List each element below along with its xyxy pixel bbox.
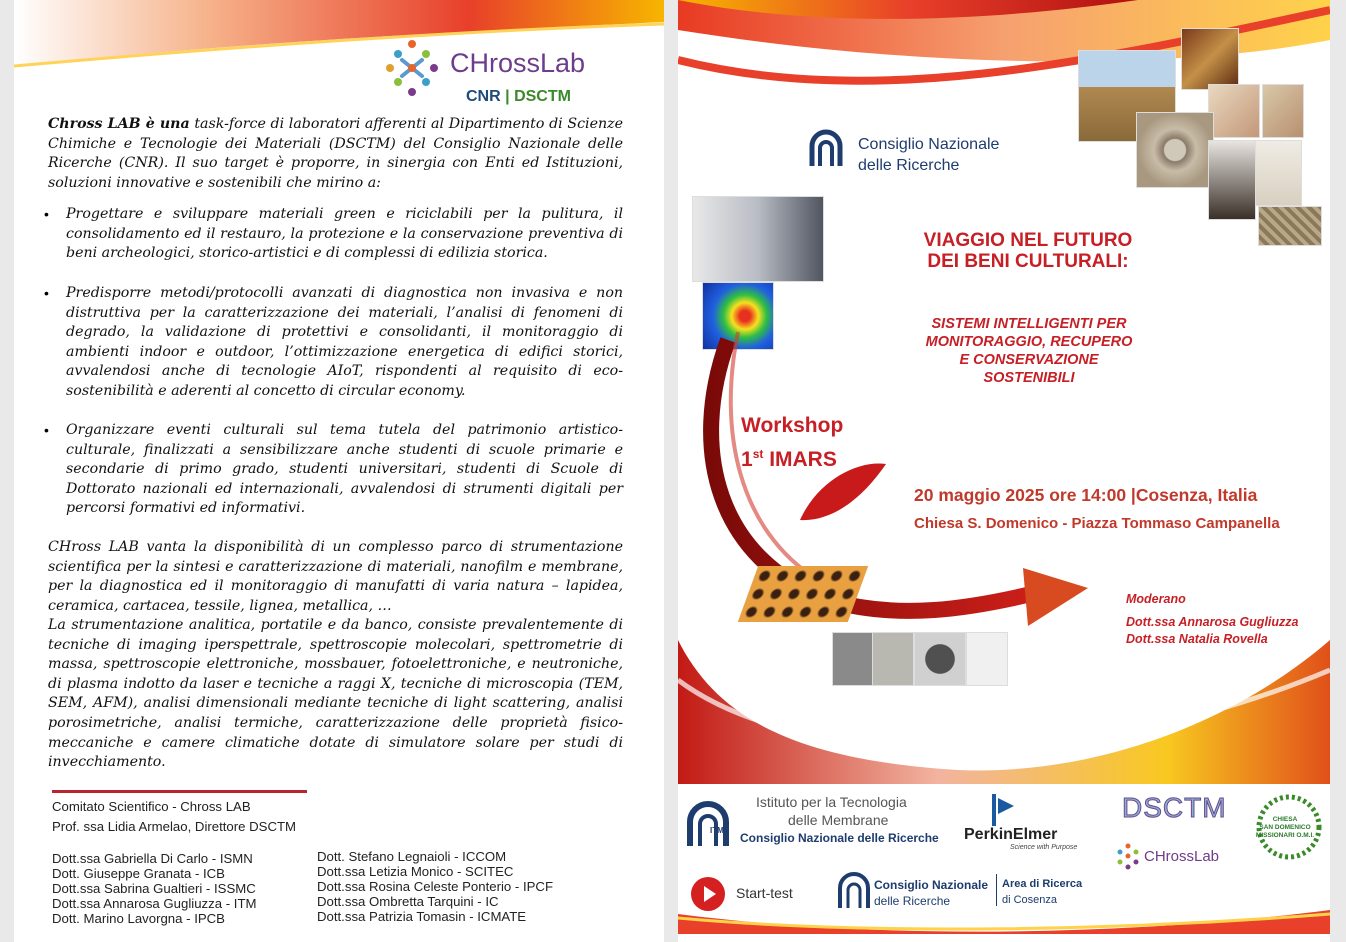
cnr-small-line-1: Consiglio Nazionale [874,878,989,892]
intro-lead: Chross LAB è una [48,116,190,132]
itm-line-2: delle Membrane [788,812,889,828]
left-page [14,0,664,942]
chiesa-line-3: MISSIONARI O.M.I. [1255,832,1315,839]
title [878,230,1178,272]
perkinelmer-logo [964,792,1084,852]
perkin-mark-icon [988,792,1018,828]
dsctm-logo [1122,792,1232,832]
photo-fresco-2 [1262,84,1304,138]
itm-mark-icon [684,798,732,850]
sub-cnr: CNR [466,88,501,105]
moderano-label: Moderano [1126,592,1186,606]
area-line-2: di Cosenza [1002,894,1058,906]
member: Dott. Marino Lavorgna - IPCB [52,911,225,926]
committee [52,790,612,834]
cnr-small-mark-icon [836,870,872,910]
event-place: Chiesa S. Domenico - Piazza Tommaso Campanella [914,515,1280,532]
area-line-1: Area di Ricerca [1002,878,1083,890]
starttest-logo [690,876,820,912]
perkin-name: PerkinElmer [964,826,1058,843]
cnr-line-1: Consiglio Nazionale [858,136,1000,153]
workshop-line-2 [741,440,843,474]
title-line-2: DEI BENI CULTURALI: [927,251,1129,272]
play-icon [690,876,726,912]
chiesa-text [1252,816,1318,840]
member: Dott. Giuseppe Granata - ICB [52,866,225,881]
committee-title: Comitato Scientifico - Chross LAB [52,790,307,814]
moderator-2: Dott.ssa Natalia Rovella [1126,632,1268,646]
instruments-paragraph: CHross LAB vanta la disponibilità di un complesso parco di strumentazione scientifica per la sintesi e caratterizzazione di materiali, nanofilm e membrane, per la diagnostica ed il monitoraggio di manufatti di varia natura – lapidea, ceramica, cartacea, tessile, lignea, metallica, … [48,539,623,614]
cnr-cosenza-logo [836,870,1096,914]
chiesa-line-2: SAN DOMENICO [1259,824,1311,831]
subtitle-line-4: SOSTENIBILI [983,370,1075,386]
right-page [678,0,1330,942]
photo-operator [1208,140,1256,220]
photo-rose-window [1136,112,1214,188]
workshop-num: 1 [741,448,753,471]
subtitle [894,315,1164,387]
chrosslab-mark-icon [380,36,444,100]
bullet-3: Organizzare eventi culturali sul tema tutela del patrimonio artistico-culturale, finalizzati a sensibilizzare anche studenti di scuole primarie e secondarie di primo grado, studenti universitari, studenti di Scuole di Dottorato nazionali ed internazionali, avvalendosi di strumenti digitali per percorsi formativi ed informativi. [66,422,623,517]
workshop-label [741,412,843,474]
member: Dott.ssa Sabrina Gualtieri - ISSMC [52,881,256,896]
bullet-2: Predisporre metodi/protocolli avanzati di diagnostica non invasiva e non distruttiva per la caratterizzazione dei materiali, l’analisi di fenomeni di degrado, la validazione di protettivi e consolidanti, il monitoraggio di ambienti indoor e outdoor, l’ottimizzazione energetica di edifici storici, avvalendosi anche di tecnologie AIoT, rispondenti al requisito di eco-sostenibilità e aderenti al concetto di circular economy. [66,285,623,399]
photo-fresco-1 [1208,84,1260,138]
chrosslab-name: CHrossLab [450,48,586,78]
starttest-text: Start-test [736,885,793,901]
committee-col-1 [52,851,257,926]
workshop-name: IMARS [763,448,837,471]
intro-paragraph [48,115,623,193]
itm-line-3: Consiglio Nazionale delle Ricerche [740,831,939,845]
subtitle-line-1: SISTEMI INTELLIGENTI PER [931,316,1127,332]
chrosslab-small-logo [1114,842,1234,872]
cnr-line-2: delle Ricerche [858,157,960,174]
title-line-1: VIAGGIO NEL FUTURO [923,230,1133,251]
chrosslab-logo [380,34,610,114]
cnr-mark-icon [806,126,846,170]
itm-line-1: Istituto per la Tecnologia [756,794,907,810]
perkin-tag: Science with Purpose [1010,844,1078,851]
chrosslab-small-icon [1114,842,1142,870]
photo-microscopy-3 [914,632,966,686]
committee-col-2 [317,849,553,924]
member: Dott.ssa Rosina Celeste Ponterio - IPCF [317,879,554,894]
bullet-dot: • [44,285,49,301]
cnr-small-line-2: delle Ricerche [874,894,951,908]
itm-mark: ITM [710,826,724,835]
chiesa-logo [1252,792,1330,862]
sub-sep: | [505,88,510,105]
techniques-paragraph: La strumentazione analitica, portatile e da banco, consiste prevalentemente di tecniche di imaging iperspettrale, spettroscopie molecolari, spettrometrie di massa, spettroscopie elettroniche, mossbauer, fotoelettroniche, e neutroniche, di plasma indotto da laser e tecniche a raggi X, tecniche di microscopia (TEM, SEM, AFM), analisi dimensionali mediante tecniche di light scattering, analisi porosimetriche, analisi termiche, caratterizzazione delle proprietà fisico-meccaniche e camere climatiche dotate di simulatore solare per studi di invecchiamento. [48,617,623,771]
bullet-dot: • [44,422,49,438]
subtitle-line-3: E CONSERVAZIONE [959,352,1099,368]
member: Dott.ssa Gabriella Di Carlo - ISMN [52,851,253,866]
sub-dsctm: DSCTM [514,88,571,105]
bullet-1: Progettare e sviluppare materiali green e riciclabili per la pulitura, il consolidamento ed il restauro, la protezione e la conservazione preventiva di beni archeologici, storico-artistici e di complessi di edilizia storica. [66,206,623,262]
member: Dott. Stefano Legnaioli - ICCOM [317,849,507,864]
subtitle-line-2: MONITORAGGIO, RECUPERO [925,334,1133,350]
dsctm-text: DSCTM [1122,792,1227,823]
event-date: 20 maggio 2025 ore 14:00 |Cosenza, Italia [914,485,1258,505]
photo-microscopy-2 [872,632,914,686]
workshop-line-1: Workshop [741,414,844,437]
committee-head: Prof. ssa Lidia Armelao, Direttore DSCTM [52,819,297,834]
photo-honeycomb [738,566,868,622]
photo-microscopy-4 [966,632,1008,686]
cnr-logo [806,126,1046,178]
moderator-1: Dott.ssa Annarosa Gugliuzza [1126,615,1299,629]
member: Dott.ssa Ombretta Tarquini - IC [317,894,499,909]
chrosslab-small-text: CHrossLab [1144,848,1220,865]
intro-rest: task-force di laboratori afferenti al Dipartimento di Scienze Chimiche e Tecnologie dei Materiali (DSCTM) del Consiglio Nazionale delle Ricerche (CNR). Il suo target è proporre, in sinergia con Enti ed Istituzioni, soluzioni innovative e sostenibili che mirino a: [48,116,623,191]
photo-altarpiece [1181,28,1239,90]
chrosslab-sub [466,88,571,106]
photo-mosaic [1258,206,1322,246]
member: Dott.ssa Annarosa Gugliuzza - ITM [52,896,257,911]
member: Dott.ssa Letizia Monico - SCITEC [317,864,514,879]
photo-microscopy-1 [832,632,874,686]
member: Dott.ssa Patrizia Tomasin - ICMATE [317,909,527,924]
itm-logo [684,792,944,856]
photo-lab-instrument [692,196,824,282]
chiesa-line-1: CHIESA [1272,816,1298,823]
bullet-dot: • [44,206,49,222]
workshop-sup: st [752,447,764,461]
divider [996,874,997,906]
